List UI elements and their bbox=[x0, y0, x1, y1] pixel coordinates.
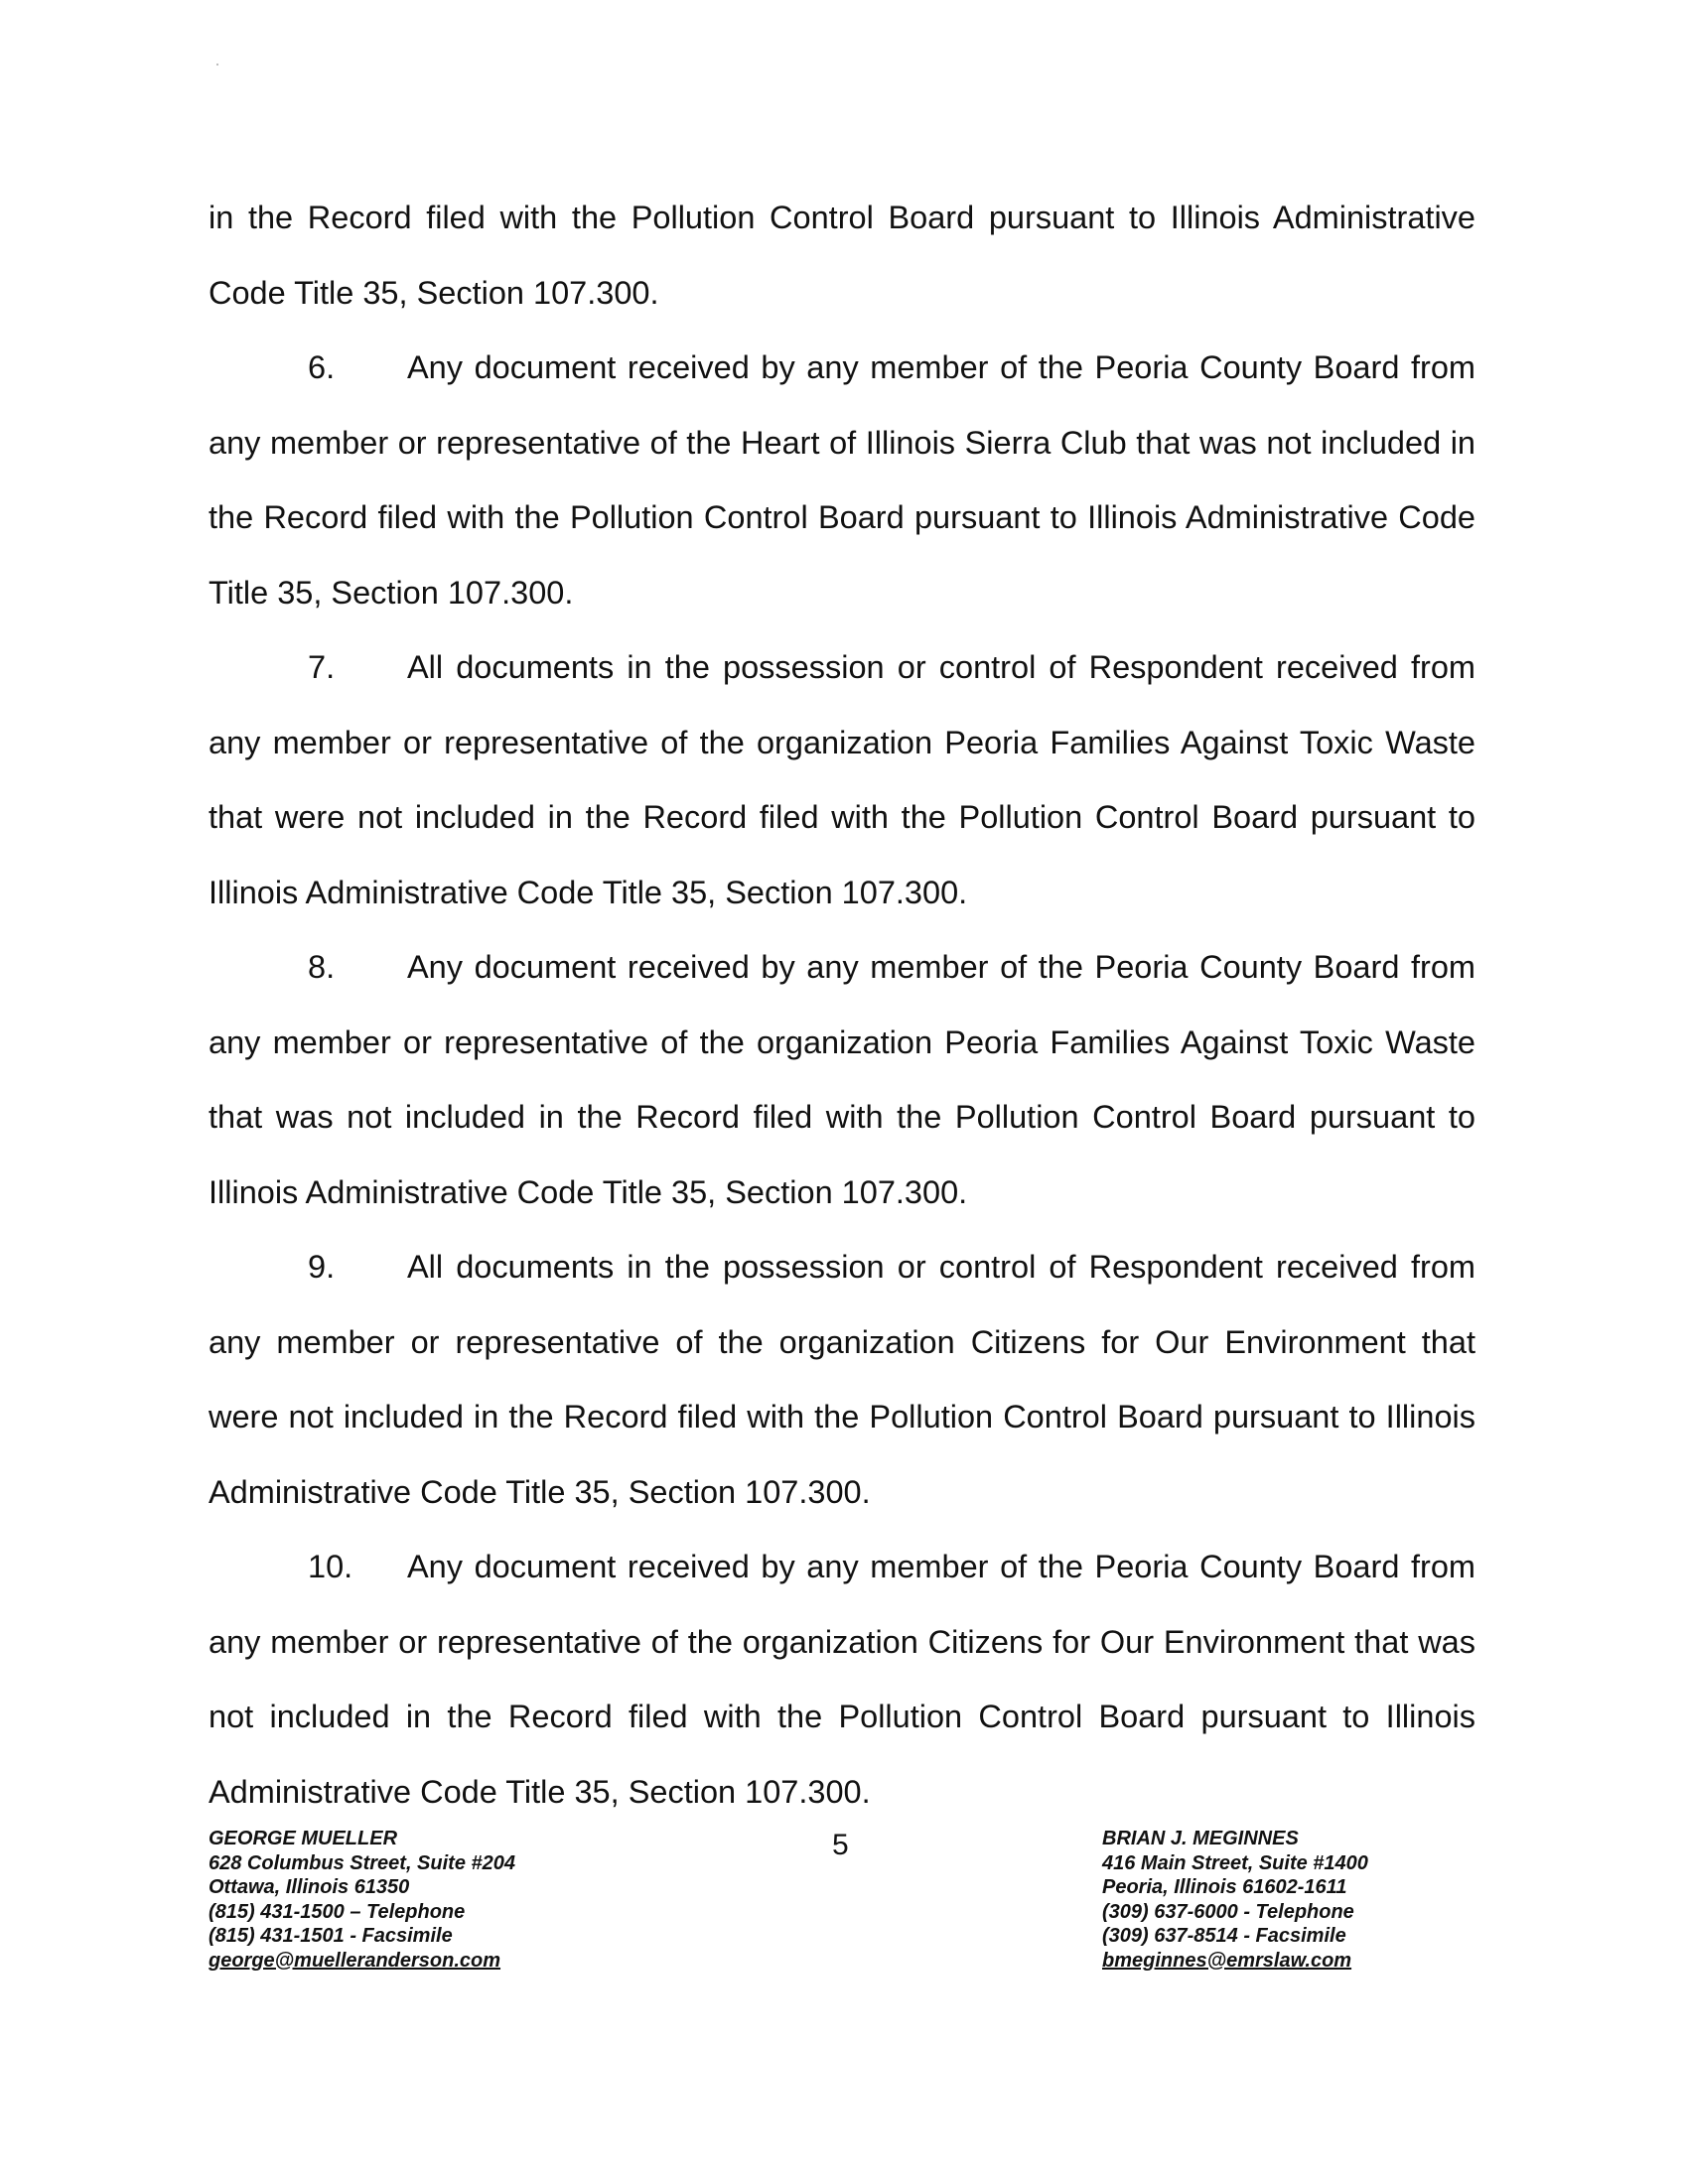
footer-left-attorney-block bbox=[209, 1827, 515, 1973]
paragraph-text: Any document received by any member of the Peoria County Board from any member or representative of the organization Peoria Families Against Toxic Waste that was not included in the Record filed with the Pollution Control Board pursuant to Illinois Administrative Code Title 35, Section 107.300. bbox=[209, 949, 1475, 1210]
attorney-fax: (309) 637-8514 - Facsimile bbox=[1102, 1925, 1346, 1947]
attorney-email-link[interactable]: george@muelleranderson.com bbox=[209, 1949, 501, 1972]
attorney-street: 628 Columbus Street, Suite #204 bbox=[209, 1851, 516, 1874]
attorney-fax: (815) 431-1501 - Facsimile bbox=[209, 1925, 453, 1947]
paragraph-9 bbox=[209, 1230, 1475, 1530]
paragraph-text: Any document received by any member of the Peoria County Board from any member or representative of the Heart of Illinois Sierra Club that was not included in the Record filed with the Pollution Control Board pursuant to Illinois Administrative Code Title 35, Section 107.300. bbox=[209, 349, 1475, 611]
paragraph-8 bbox=[209, 930, 1475, 1230]
paragraph-number: 9. bbox=[308, 1249, 336, 1285]
attorney-street: 416 Main Street, Suite #1400 bbox=[1102, 1851, 1368, 1874]
continuation-paragraph: in the Record filed with the Pollution Control Board pursuant to Illinois Administrative Code Title 35, Section 107.300. bbox=[209, 200, 1475, 311]
attorney-city: Peoria, Illinois 61602-1611 bbox=[1102, 1876, 1347, 1898]
attorney-name: BRIAN J. MEGINNES bbox=[1102, 1828, 1299, 1849]
paragraph-number: 7. bbox=[308, 649, 336, 685]
attorney-name: GEORGE MUELLER bbox=[209, 1828, 398, 1849]
page-number: 5 bbox=[832, 1829, 849, 1861]
scan-artifact bbox=[216, 64, 218, 66]
paragraph-6 bbox=[209, 331, 1475, 630]
paragraph-text: All documents in the possession or control of Respondent received from any member or representative of the organization Citizens for Our Environment that were not included in the Record filed with the Pollution Control Board pursuant to Illinois Administrative Code Title 35, Section 107.300. bbox=[209, 1249, 1475, 1510]
footer-right-attorney-block bbox=[1102, 1827, 1368, 1973]
paragraph-7 bbox=[209, 630, 1475, 930]
attorney-phone: (815) 431-1500 – Telephone bbox=[209, 1900, 466, 1923]
document-body bbox=[209, 181, 1475, 1830]
attorney-email-link[interactable]: bmeginnes@emrslaw.com bbox=[1102, 1949, 1352, 1972]
paragraph-10 bbox=[209, 1530, 1475, 1830]
paragraph-number: 8. bbox=[308, 949, 336, 985]
attorney-city: Ottawa, Illinois 61350 bbox=[209, 1876, 410, 1898]
paragraph-number: 10. bbox=[308, 1549, 353, 1584]
paragraph-number: 6. bbox=[308, 349, 336, 385]
attorney-phone: (309) 637-6000 - Telephone bbox=[1102, 1900, 1354, 1923]
paragraph-text: Any document received by any member of the Peoria County Board from any member or representative of the organization Citizens for Our Environment that was not included in the Record filed with the Pollution Control Board pursuant to Illinois Administrative Code Title 35, Section 107.300. bbox=[209, 1549, 1475, 1810]
paragraph-text: All documents in the possession or control of Respondent received from any member or representative of the organization Peoria Families Against Toxic Waste that were not included in the Record filed with the Pollution Control Board pursuant to Illinois Administrative Code Title 35, Section 107.300. bbox=[209, 649, 1475, 910]
